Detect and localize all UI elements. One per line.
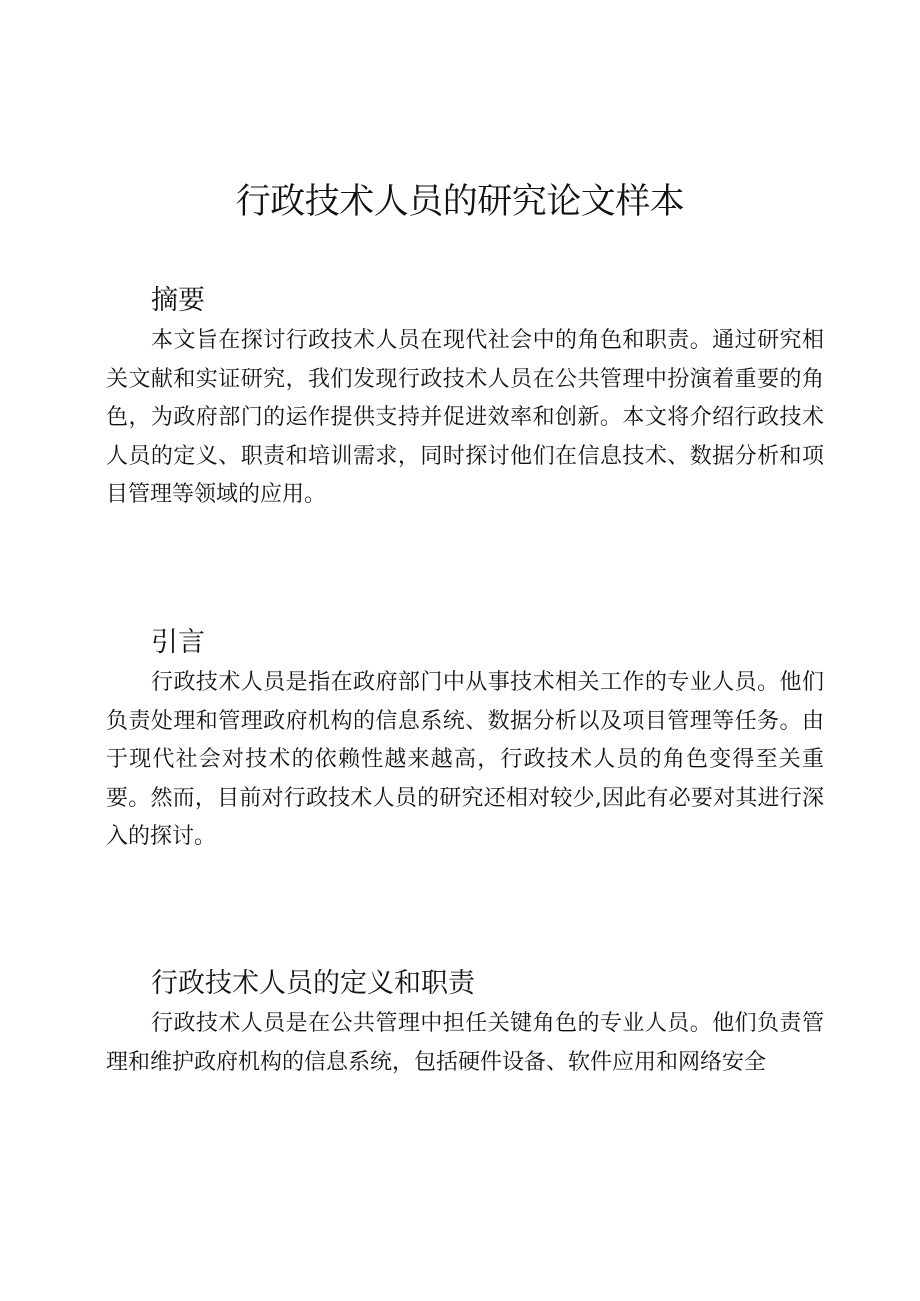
section-definition-duties [106, 965, 824, 1082]
document-title: 行政技术人员的研究论文样本 [235, 182, 685, 222]
section-body-abstract: 本文旨在探讨行政技术人员在现代社会中的角色和职责。通过研究相关文献和实证研究，我们发现行政技术人员在公共管理中扮演着重要的角色，为政府部门的运作提供支持并促进效率和创新。本文将介绍行政技术人员的定义、职责和培训需求，同时探讨他们在信息技术、数据分析和项目管理等领域的应用。 [106, 328, 824, 507]
section-introduction [106, 624, 824, 857]
section-abstract [106, 282, 824, 515]
section-heading-abstract: 摘要 [151, 285, 205, 316]
section-heading-definition-duties: 行政技术人员的定义和职责 [151, 968, 475, 999]
section-heading-introduction: 引言 [151, 627, 205, 658]
section-body-definition-duties: 行政技术人员是在公共管理中担任关键角色的专业人员。他们负责管理和维护政府机构的信息系统，包括硬件设备、软件应用和网络安全 [106, 1011, 824, 1075]
section-body-introduction: 行政技术人员是指在政府部门中从事技术相关工作的专业人员。他们负责处理和管理政府机构的信息系统、数据分析以及项目管理等任务。由于现代社会对技术的依赖性越来越高，行政技术人员的角色变得至关重要。然而，目前对行政技术人员的研究还相对较少,因此有必要对其进行深入的探讨。 [106, 670, 824, 849]
